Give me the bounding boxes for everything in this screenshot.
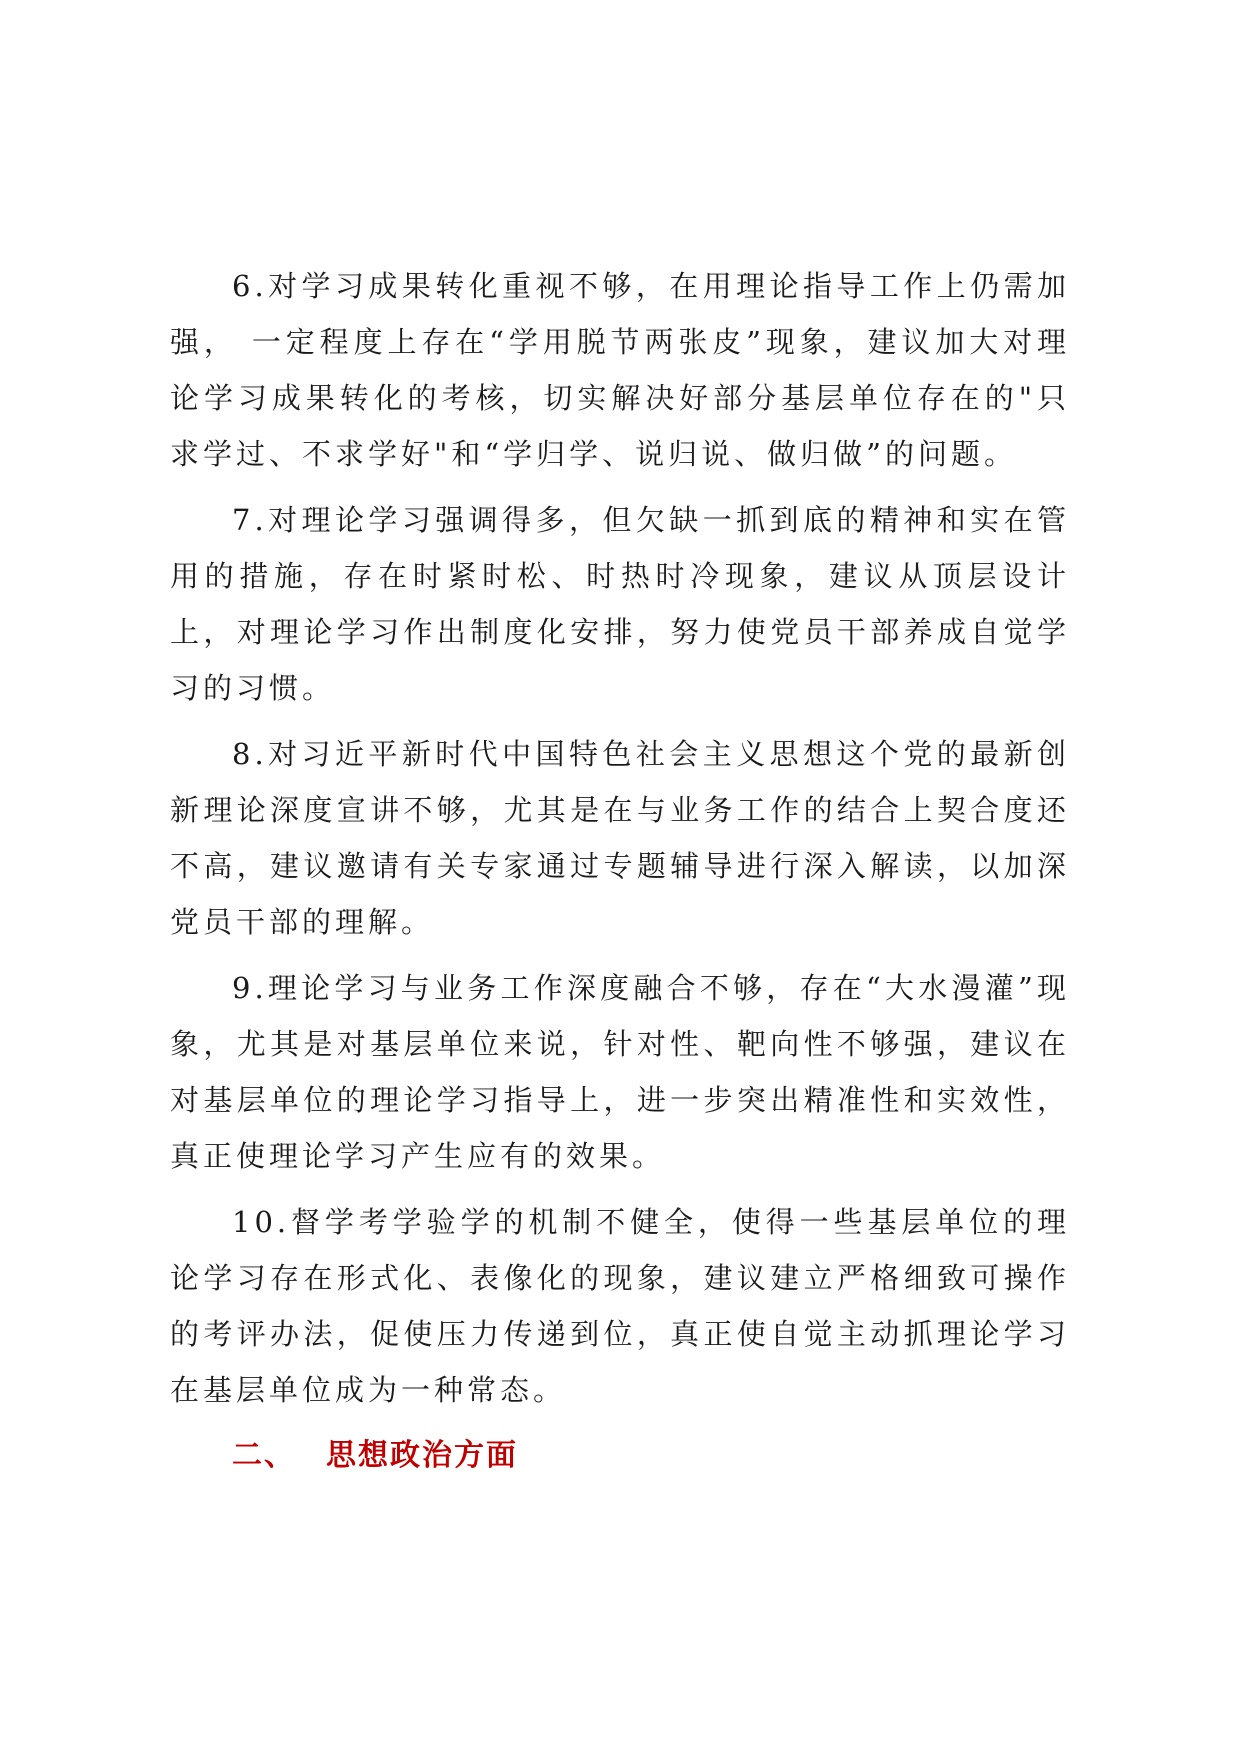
paragraph-6: 6.对学习成果转化重视不够，在用理论指导工作上仍需加强， 一定程度上存在“学用脱节两张皮”现象，建议加大对理论学习成果转化的考核，切实解决好部分基层单位存在的"只求学过、不求学好"和“学归学、说归说、做归做”的问题。 (170, 269, 1070, 471)
paragraph-8: 8.对习近平新时代中国特色社会主义思想这个党的最新创新理论深度宣讲不够，尤其是在与业务工作的结合上契合度还不高，建议邀请有关专家通过专题辅导进行深入解读，以加深党员干部的理解。 (170, 737, 1070, 939)
paragraph-10: 10.督学考学验学的机制不健全，使得一些基层单位的理论学习存在形式化、表像化的现象，建议建立严格细致可操作的考评办法，促使压力传递到位，真正使自觉主动抓理论学习在基层单位成为一种常态。 (170, 1205, 1070, 1407)
document-page (170, 258, 1070, 1484)
section-heading (232, 1428, 1070, 1484)
paragraph-9: 9.理论学习与业务工作深度融合不够，存在“大水漫灌”现象，尤其是对基层单位来说，针对性、靶向性不够强，建议在对基层单位的理论学习指导上，进一步突出精准性和实效性，真正使理论学习产生应有的效果。 (170, 971, 1070, 1173)
paragraph-7: 7.对理论学习强调得多，但欠缺一抓到底的精神和实在管用的措施，存在时紧时松、时热时冷现象，建议从顶层设计上，对理论学习作出制度化安排，努力使党员干部养成自觉学习的习惯。 (170, 503, 1070, 705)
section-heading-title: 思想政治方面 (326, 1438, 518, 1473)
section-heading-number: 二、 (232, 1438, 296, 1473)
